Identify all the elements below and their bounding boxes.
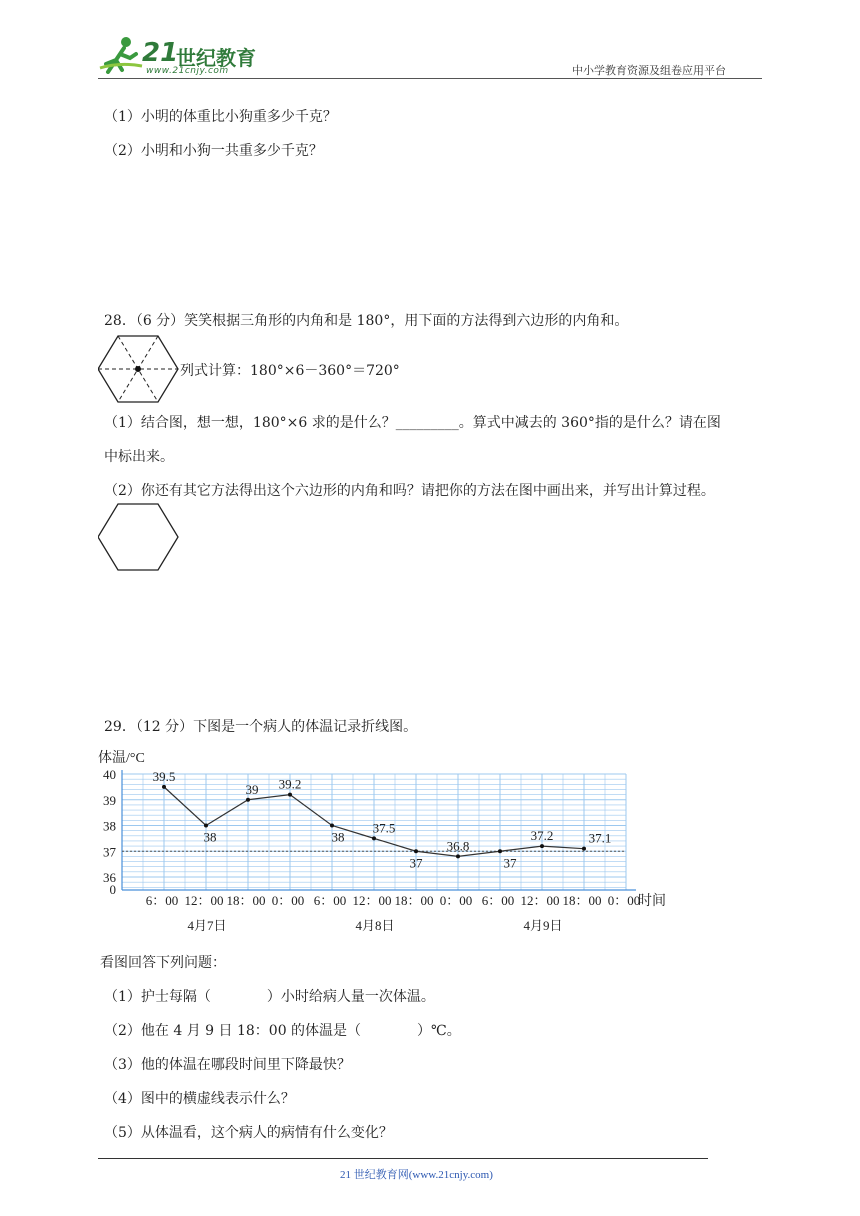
data-point	[372, 836, 376, 840]
logo-url: www.21cnjy.com	[146, 66, 229, 76]
x-axis-label: 时间	[638, 894, 666, 909]
data-point	[162, 785, 166, 789]
header-platform-text: 中小学教育资源及组卷应用平台	[572, 64, 726, 77]
data-point	[582, 847, 586, 851]
temperature-line-chart	[96, 744, 706, 936]
q29-sub2: （2）他在 4 月 9 日 18：00 的体温是（ ）℃。	[104, 1023, 461, 1039]
footer-divider	[98, 1158, 708, 1159]
data-point	[456, 854, 460, 858]
y-tick-label: 37	[103, 844, 116, 860]
data-label: 39.5	[152, 768, 176, 784]
x-tick-label: 12：00	[520, 893, 560, 908]
data-label: 36.8	[446, 838, 470, 854]
q28-formula: 列式计算：180°×6－360°＝720°	[180, 363, 400, 379]
x-tick-label: 6：00	[145, 893, 179, 908]
q27-sub1: （1）小明的体重比小狗重多少千克？	[104, 109, 337, 125]
q29-sub5: （5）从体温看，这个病人的病情有什么变化？	[104, 1125, 393, 1141]
hexagon-blank-figure	[98, 502, 180, 572]
y-tick-label: 38	[103, 818, 116, 834]
x-tick-label: 18：00	[394, 893, 434, 908]
y-tick-label: 40	[103, 767, 116, 782]
data-label: 38	[203, 829, 217, 845]
data-point	[330, 824, 334, 828]
data-label: 37.2	[530, 828, 554, 844]
x-tick-label: 18：00	[562, 893, 602, 908]
x-tick-label: 12：00	[184, 893, 224, 908]
x-tick-label: 18：00	[226, 893, 266, 908]
data-point	[288, 793, 292, 797]
data-point	[540, 844, 544, 848]
q28-title: 28．（6 分）笑笑根据三角形的内角和是 180°，用下面的方法得到六边形的内角和。	[104, 313, 629, 329]
x-tick-label: 0：00	[439, 893, 473, 908]
runner-logo-icon	[96, 34, 144, 74]
q29-sub4: （4）图中的横虚线表示什么？	[104, 1091, 295, 1107]
y-tick-label: 36	[103, 870, 116, 885]
q28-sub1-line2: 中标出来。	[104, 449, 174, 465]
logo-text: 世纪教育	[176, 46, 256, 70]
data-label: 38	[331, 829, 345, 845]
data-label: 39.2	[278, 776, 302, 792]
header-divider	[98, 78, 762, 79]
logo-number: 21	[142, 38, 179, 68]
y-tick-label: 39	[103, 792, 116, 808]
footer-text: 21 世纪教育网(www.21cnjy.com)	[340, 1169, 493, 1181]
q27-sub2: （2）小明和小狗一共重多少千克？	[104, 143, 323, 159]
data-label: 37	[409, 855, 423, 871]
q28-sub2: （2）你还有其它方法得出这个六边形的内角和吗？请把你的方法在图中画出来，并写出计算过程。	[104, 483, 715, 499]
data-point	[414, 849, 418, 853]
data-point	[204, 824, 208, 828]
q29-sub3: （3）他的体温在哪段时间里下降最快？	[104, 1057, 351, 1073]
x-tick-label: 0：00	[607, 893, 641, 908]
date-label: 4月9日	[523, 918, 563, 933]
q28-sub1-line1: （1）结合图，想一想，180°×6 求的是什么？_________。算式中减去的 360°指的是什么？请在图	[104, 415, 721, 431]
x-tick-label: 12：00	[352, 893, 392, 908]
date-label: 4月8日	[355, 918, 395, 933]
y-tick-label: 0	[109, 882, 116, 897]
q29-sub1: （1）护士每隔（ ）小时给病人量一次体温。	[104, 989, 435, 1005]
x-tick-label: 0：00	[271, 893, 305, 908]
y-axis-label: 体温/°C	[98, 751, 145, 766]
date-label: 4月7日	[187, 918, 227, 933]
q29-prompt: 看图回答下列问题：	[100, 955, 226, 971]
x-tick-label: 6：00	[313, 893, 347, 908]
data-label: 37.1	[588, 830, 612, 846]
hexagon-divided-figure	[98, 334, 182, 404]
data-label: 39	[245, 781, 259, 797]
x-tick-label: 6：00	[481, 893, 515, 908]
data-label: 37.5	[372, 820, 396, 836]
data-point	[498, 849, 502, 853]
data-point	[246, 798, 250, 802]
q29-title: 29．（12 分）下图是一个病人的体温记录折线图。	[104, 719, 418, 735]
data-label: 37	[503, 855, 517, 871]
